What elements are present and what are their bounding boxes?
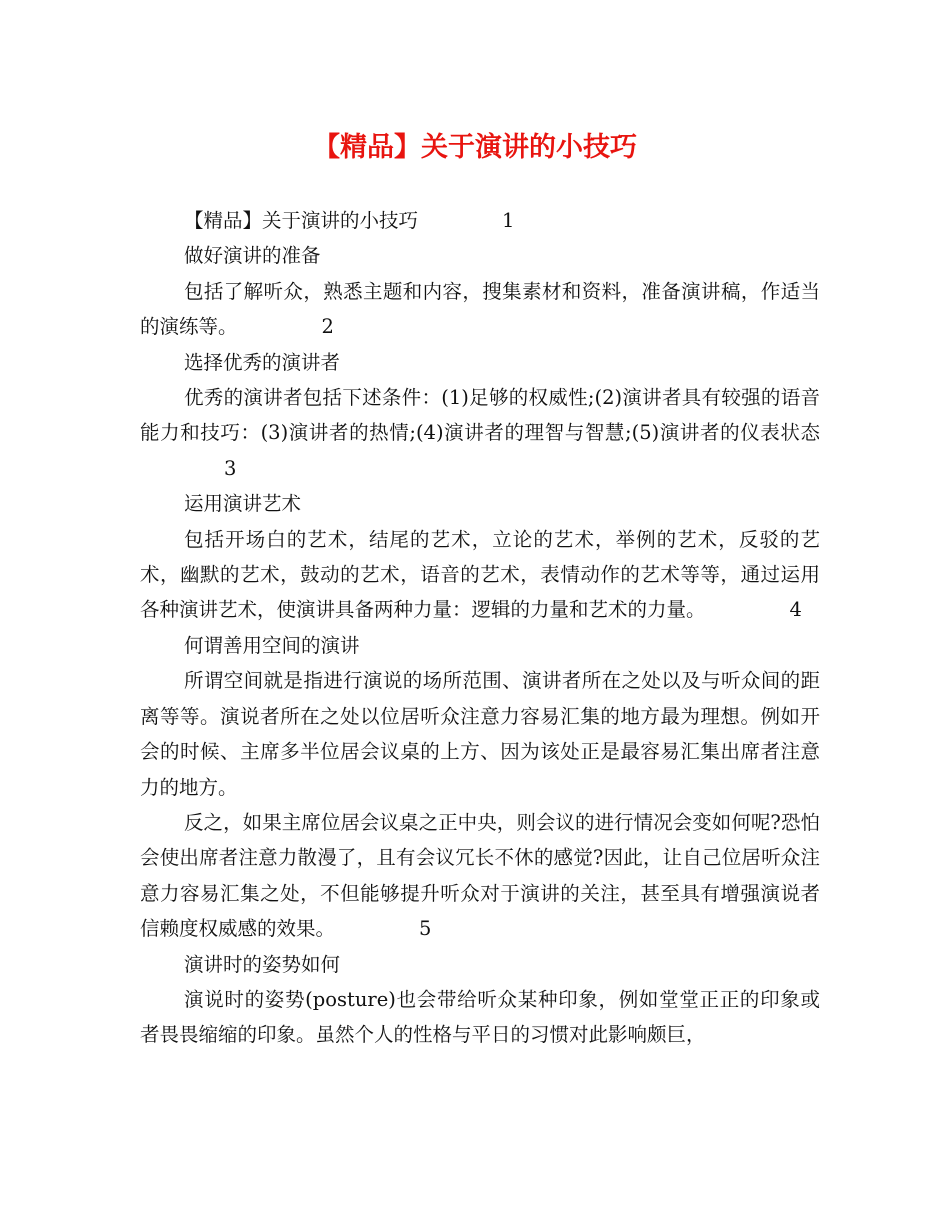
document-title: 【精品】关于演讲的小技巧: [313, 132, 637, 163]
paragraph-text: 何谓善用空间的演讲: [184, 633, 360, 657]
paragraph-text: 演讲时的姿势如何: [184, 952, 341, 976]
section-heading: [140, 947, 820, 982]
paragraph: [140, 982, 820, 1053]
paragraph: [140, 203, 820, 238]
paragraph-text: 运用演讲艺术: [184, 492, 302, 516]
paragraph-text: 包括开场白的艺术，结尾的艺术，立论的艺术，举例的艺术，反驳的艺术，幽默的艺术，鼓动的艺术，语音的艺术，表情动作的艺术等等，通过运用各种演讲艺术，使演讲具备两种力量：逻辑的力量和艺术的力量。: [140, 527, 820, 622]
paragraph-text: 做好演讲的准备: [184, 244, 321, 268]
paragraph-text: 包括了解听众，熟悉主题和内容，搜集素材和资料，准备演讲稿，作适当的演练等。: [140, 279, 820, 339]
page-number: 1: [502, 209, 515, 232]
section-heading: [140, 628, 820, 663]
paragraph-text: 【精品】关于演讲的小技巧: [184, 209, 419, 232]
paragraph: [140, 805, 820, 947]
paragraph: [140, 522, 820, 628]
paragraph-text: 演说时的姿势(posture)也会带给听众某种印象，例如堂堂正正的印象或者畏畏缩缩的印象。虽然个人的性格与平日的习惯对此影响颇巨，: [140, 987, 820, 1047]
paragraph-text: 反之，如果主席位居会议桌之正中央，则会议的进行情况会变如何呢?恐怕会使出席者注意力散漫了，且有会议冗长不休的感觉?因此，让自己位居听众注意力容易汇集之处，不但能够提升听众对于演讲的关注，甚至具有增强演说者信赖度权威感的效果。: [140, 810, 820, 941]
page-number: 4: [789, 598, 802, 622]
paragraph: [140, 274, 820, 345]
paragraph: [140, 663, 820, 805]
section-heading: [140, 238, 820, 273]
section-heading: [140, 486, 820, 521]
paragraph-text: 优秀的演讲者包括下述条件：(1)足够的权威性;(2)演讲者具有较强的语音能力和技巧：(3)演讲者的热情;(4)演讲者的理智与智慧;(5)演讲者的仪表状态: [140, 386, 820, 445]
page-number: 2: [321, 315, 334, 339]
page-number: 3: [224, 456, 237, 480]
section-heading: [140, 345, 820, 380]
document-body: [140, 203, 820, 1053]
paragraph: [140, 380, 820, 486]
paragraph-text: 所谓空间就是指进行演说的场所范围、演讲者所在之处以及与听众间的距离等等。演说者所在之处以位居听众注意力容易汇集的地方最为理想。例如开会的时候、主席多半位居会议桌的上方、因为该处正是最容易汇集出席者注意力的地方。: [140, 669, 820, 799]
page-number: 5: [419, 917, 432, 941]
paragraph-text: 选择优秀的演讲者: [184, 350, 341, 374]
